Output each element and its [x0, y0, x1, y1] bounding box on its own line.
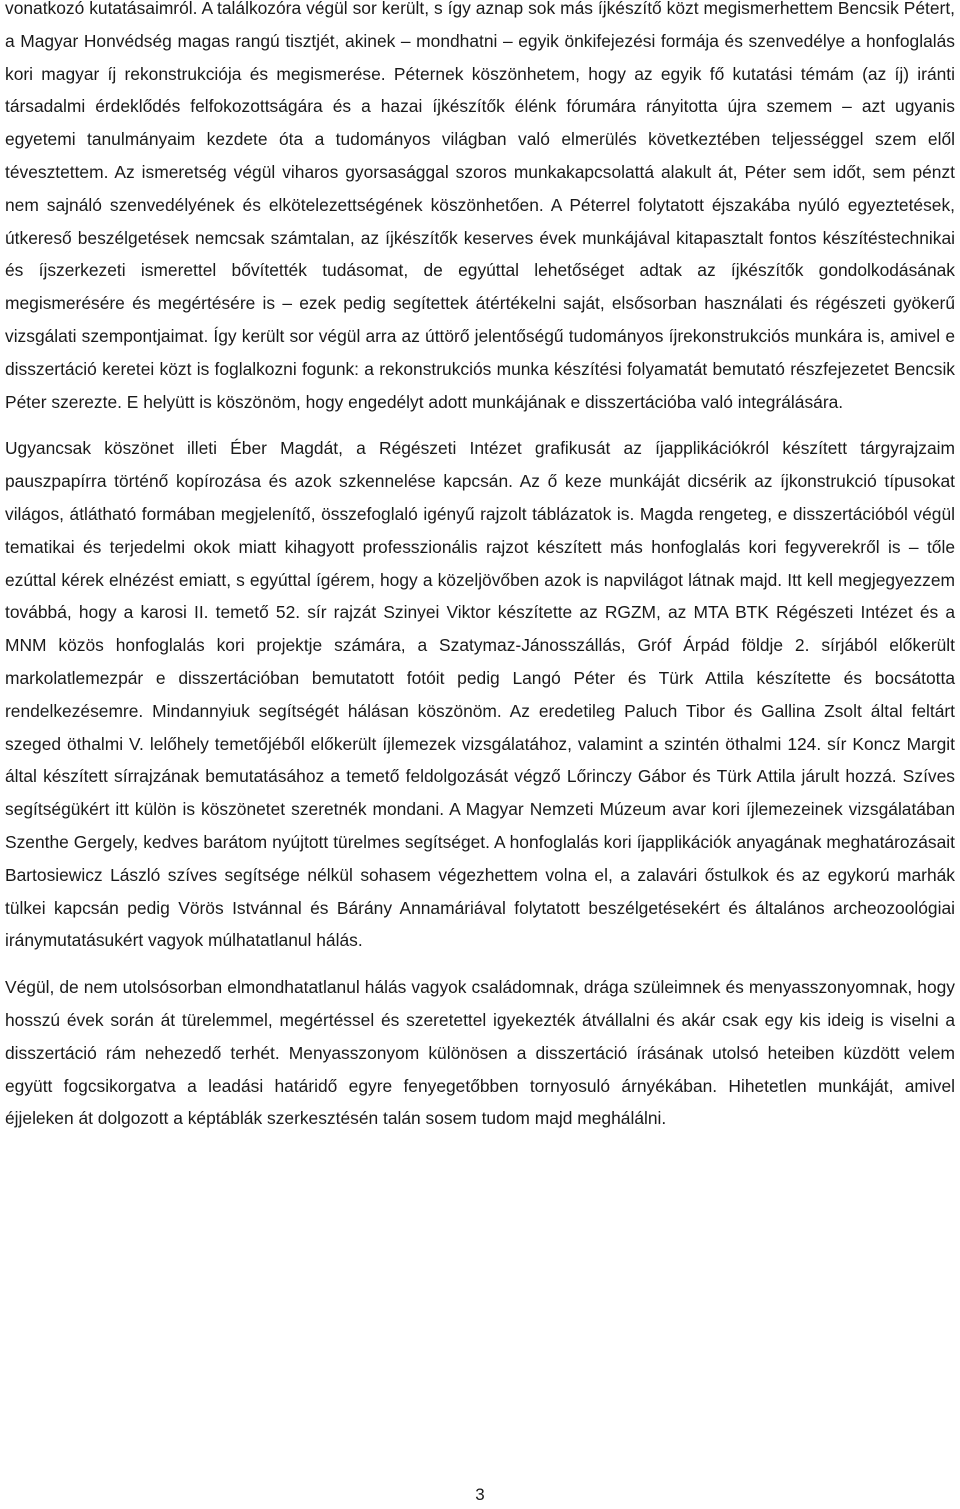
document-page — [5, 0, 955, 1135]
page-number: 3 — [475, 1485, 485, 1504]
paragraph-acknowledgement-bencsik: vonatkozó kutatásaimról. A találkozóra végül sor került, s így aznap sok más íjkészítő közt megismerhettem Bencsik Pétert, a Magyar Honvédség magas rangú tisztjét, akinek – mondhatni – egyik önkifejezési formája és szenvedélye a honfoglalás kori magyar íj rekonstrukciója és megismerése. Péternek köszönhetem, hogy az egyik fő kutatási témám (az íj) iránti társadalmi érdeklődés felfokozottságára és a hazai íjkészítők élénk fórumára rányitotta újra szemem – azt ugyanis egyetemi tanulmányaim kezdete óta a tudományos világban való elmerülés következtében teljességgel szem elől tévesztettem. Az ismeretség végül viharos gyorsasággal szoros munkakapcsolattá alakult át, Péter sem időt, sem pénzt nem sajnáló szenvedélyének és elkötelezettségének köszönhetően. A Péterrel folytatott éjszakába nyúló egyeztetések, útkereső beszélgetések nemcsak számtalan, az íjkészítők keserves évek munkájával kitapasztalt fontos készítéstechnikai és íjszerkezeti ismerettel bővítették tudásomat, de egyúttal lehetőséget adtak az íjkészítők gondolkodásának megismerésére és megértésére is – ezek pedig segítettek átértékelni saját, elsősorban használati és régészeti gyökerű vizsgálati szempontjaimat. Így került sor végül arra az úttörő jelentőségű tudományos íjrekonstrukciós munkára is, amivel e disszertáció keretei közt is foglalkozni fogunk: a rekonstrukciós munka készítési folyamatát bemutató részfejezetet Bencsik Péter szerezte. E helyütt is köszönöm, hogy engedélyt adott munkájának e disszertációba való integrálására. — [5, 0, 955, 412]
paragraph-acknowledgement-family: Végül, de nem utolsósorban elmondhatatlanul hálás vagyok családomnak, drága szüleimnek és menyasszonyomnak, hogy hosszú évek során át türelemmel, megértéssel és szeretettel igyekezték átvállalni és akár csak egy kis ideig is viselni a disszertáció rám nehezedő terhét. Menyasszonyom különösen a disszertáció írásának utolsó heteiben küzdött velem együtt fogcsikorgatva a leadási határidő egyre fenyegetőbben tornyosuló árnyékában. Hihetetlen munkáját, amivel éjjeleken át dolgozott a képtáblák szerkesztésén talán sosem tudom majd meghálálni. — [5, 977, 955, 1129]
paragraph-acknowledgement-contributors: Ugyancsak köszönet illeti Éber Magdát, a Régészeti Intézet grafikusát az íjapplikációkról készített tárgyrajzaim pauszpapírra történő kopírozása és azok szkennelése kapcsán. Az ő keze munkáját dicsérik az íjkonstrukció típusokat világos, átlátható formában megjelenítő, összefoglaló igényű rajzolt táblázatok is. Magda rengeteg, e disszertációból végül tematikai és terjedelmi okok miatt kihagyott professzionális rajzot készített más honfoglalás kori fegyverekről is – tőle ezúttal kérek elnézést emiatt, s egyúttal ígérem, hogy a közeljövőben azok is napvilágot látnak majd. Itt kell megjegyezzem továbbá, hogy a karosi II. temető 52. sír rajzát Szinyei Viktor készítette az RGZM, az MTA BTK Régészeti Intézet és a MNM közös honfoglalás kori projektje számára, a Szatymaz-Jánosszállás, Gróf Árpád földje 2. sírjából előkerült markolatlemezpár e disszertációban bemutatott fotóit pedig Langó Péter és Türk Attila készítette és bocsátotta rendelkezésemre. Mindannyiuk segítségét hálásan köszönöm. Az eredetileg Paluch Tibor és Gallina Zsolt által feltárt szeged öthalmi V. lelőhely temetőjéből előkerült íjlemezek vizsgálatához, valamint a szintén öthalmi 124. sír Koncz Margit által készített sírrajzának bemutatásához a temető feldolgozását végző Lőrinczy Gábor és Türk Attila járult hozzá. Szíves segítségükért itt külön is köszönetet szeretnék mondani. A Magyar Nemzeti Múzeum avar kori íjlemezeinek vizsgálatában Szenthe Gergely, kedves barátom nyújtott türelmes segítséget. A honfoglalás kori íjapplikációk anyagának meghatározásait Bartosiewicz László szíves segítsége nélkül sohasem végezhettem volna el, a zalavári őstulkok és az egykorú marhák tülkei kapcsán pedig Vörös Istvánnal és Bárány Annamáriával folytatott beszélgetésekért és általános archeozoológiai iránymutatásukért vagyok múlhatatlanul hálás. — [5, 438, 955, 951]
